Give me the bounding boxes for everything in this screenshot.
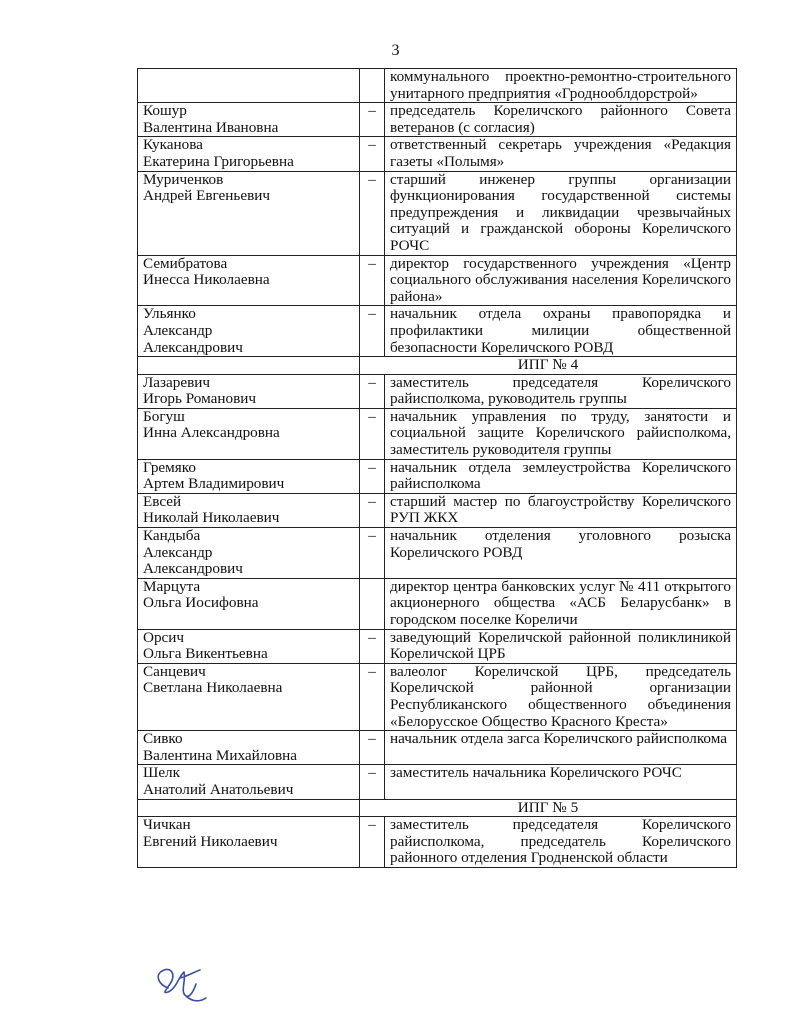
member-name-cell [138, 629, 360, 663]
member-row [138, 103, 737, 137]
member-name-line: Ольга Викентьевна [143, 645, 268, 663]
member-name-cell [138, 374, 360, 408]
member-name-line: Кандыба [143, 527, 201, 545]
member-name-line: Александрович [143, 560, 243, 578]
member-name-line: Валентина Ивановна [143, 118, 279, 136]
dash-cell: – [360, 731, 385, 765]
member-name-line: Ольга Иосифовна [143, 594, 259, 612]
member-name-line: Светлана Николаевна [143, 679, 283, 697]
member-row [138, 765, 737, 799]
group-header-spacer [138, 357, 360, 375]
member-name-line: Александрович [143, 338, 243, 356]
member-name-line: Куканова [143, 136, 203, 154]
member-name-line: Муриченков [143, 170, 224, 188]
member-name-line: Богуш [143, 407, 185, 425]
member-position-cell: заместитель председателя Кореличского райисполкома, председатель Кореличского районного отделения Гродненской области [385, 817, 737, 868]
member-row [138, 306, 737, 357]
member-name-cell [138, 171, 360, 255]
member-row [138, 493, 737, 527]
member-position-cell: старший инженер группы организации функционирования государственной системы предупреждения и ликвидации чрезвычайных ситуаций и гражданской обороны Кореличского РОЧС [385, 171, 737, 255]
group-header-row [138, 799, 737, 817]
member-name-line: Шелк [143, 764, 181, 782]
member-name-line: Валентина Михайловна [143, 746, 297, 764]
member-name-line: Инесса Николаевна [143, 271, 270, 289]
member-name-line: Николай Николаевич [143, 509, 280, 527]
member-name-line: Семибратова [143, 254, 228, 272]
member-position-cell: ответственный секретарь учреждения «Редакция газеты «Полымя» [385, 137, 737, 171]
member-name-line: Инна Александровна [143, 424, 280, 442]
member-row [138, 408, 737, 459]
member-name-line: Евгений Николаевич [143, 832, 278, 850]
member-position-cell: председатель Кореличского районного Совета ветеранов (с согласия) [385, 103, 737, 137]
member-name-line: Андрей Евгеньевич [143, 187, 271, 205]
member-name-cell [138, 255, 360, 306]
dash-cell [360, 69, 385, 103]
dash-cell: – [360, 663, 385, 730]
dash-cell: – [360, 765, 385, 799]
member-position-cell: старший мастер по благоустройству Кореличского РУП ЖКХ [385, 493, 737, 527]
dash-cell: – [360, 459, 385, 493]
dash-cell: – [360, 629, 385, 663]
dash-cell: – [360, 408, 385, 459]
member-name-line: Санцевич [143, 662, 206, 680]
dash-cell: – [360, 171, 385, 255]
dash-cell: – [360, 528, 385, 579]
handwritten-signature [150, 958, 210, 1006]
group-title: ИПГ № 5 [360, 799, 737, 817]
dash-cell: – [360, 493, 385, 527]
member-position-cell: валеолог Кореличской ЦРБ, председатель Кореличской районной организации Республиканского общественного объединения «Белорусское Общество Красного Креста» [385, 663, 737, 730]
dash-cell: – [360, 137, 385, 171]
member-name-line: Орсич [143, 628, 185, 646]
member-name-line: Александр [143, 543, 213, 561]
member-row [138, 578, 737, 629]
member-position-cell: начальник управления по труду, занятости и социальной защите Кореличского райисполкома, заместитель руководителя группы [385, 408, 737, 459]
member-name-cell [138, 663, 360, 730]
member-position-cell: начальник отдела загса Кореличского райисполкома [385, 731, 737, 765]
member-row [138, 255, 737, 306]
group-header-row [138, 357, 737, 375]
member-name-cell [138, 765, 360, 799]
member-position-cell: начальник отделения уголовного розыска Кореличского РОВД [385, 528, 737, 579]
member-row [138, 629, 737, 663]
dash-cell: – [360, 374, 385, 408]
member-position-cell: директор государственного учреждения «Центр социального обслуживания населения Кореличского района» [385, 255, 737, 306]
members-table-body [138, 69, 737, 868]
member-position-cell: коммунального проектно-ремонтно-строительного унитарного предприятия «Гродноoблдорстрой» [385, 69, 737, 103]
member-name-cell [138, 731, 360, 765]
member-name-line: Марцута [143, 577, 201, 595]
member-row [138, 817, 737, 868]
member-name-line: Артем Владимирович [143, 475, 285, 493]
member-position-cell: начальник отдела землеустройства Кореличского райисполкома [385, 459, 737, 493]
member-name-cell [138, 493, 360, 527]
member-name-cell [138, 408, 360, 459]
group-header-spacer [138, 799, 360, 817]
group-title: ИПГ № 4 [360, 357, 737, 375]
member-name-cell [138, 817, 360, 868]
member-name-line: Кошур [143, 102, 187, 120]
member-name-cell [138, 578, 360, 629]
dash-cell: – [360, 306, 385, 357]
members-table [137, 68, 737, 868]
member-row [138, 459, 737, 493]
member-name-cell [138, 306, 360, 357]
member-position-cell: заместитель председателя Кореличского райисполкома, руководитель группы [385, 374, 737, 408]
member-name-line: Анатолий Анатольевич [143, 780, 294, 798]
member-name-cell [138, 103, 360, 137]
member-row [138, 663, 737, 730]
member-name-line: Екатерина Григорьевна [143, 152, 294, 170]
member-position-cell: заведующий Кореличской районной поликлиникой Кореличской ЦРБ [385, 629, 737, 663]
member-position-cell: заместитель начальника Кореличского РОЧС [385, 765, 737, 799]
member-name-line: Гремяко [143, 458, 196, 476]
member-row [138, 731, 737, 765]
dash-cell: – [360, 255, 385, 306]
member-name-line: Игорь Романович [143, 390, 257, 408]
member-position-cell: директор центра банковских услуг № 411 открытого акционерного общества «АСБ Беларусбанк» в городском поселке Кореличи [385, 578, 737, 629]
dash-cell [360, 578, 385, 629]
member-name-line: Евсей [143, 492, 182, 510]
member-row [138, 374, 737, 408]
dash-cell: – [360, 103, 385, 137]
member-name-line: Чичкан [143, 816, 191, 834]
member-name-cell [138, 69, 360, 103]
member-row [138, 171, 737, 255]
dash-cell: – [360, 817, 385, 868]
member-name-line: Лазаревич [143, 373, 211, 391]
member-name-cell [138, 137, 360, 171]
member-row [138, 69, 737, 103]
member-name-cell [138, 459, 360, 493]
member-name-cell [138, 528, 360, 579]
member-position-cell: начальник отдела охраны правопорядка и профилактики милиции общественной безопасности Кореличского РОВД [385, 306, 737, 357]
member-row [138, 528, 737, 579]
member-name-line: Александр [143, 321, 213, 339]
member-name-line: Ульянко [143, 305, 196, 323]
member-row [138, 137, 737, 171]
member-name-line: Сивко [143, 730, 183, 748]
page-number: 3 [391, 42, 400, 59]
